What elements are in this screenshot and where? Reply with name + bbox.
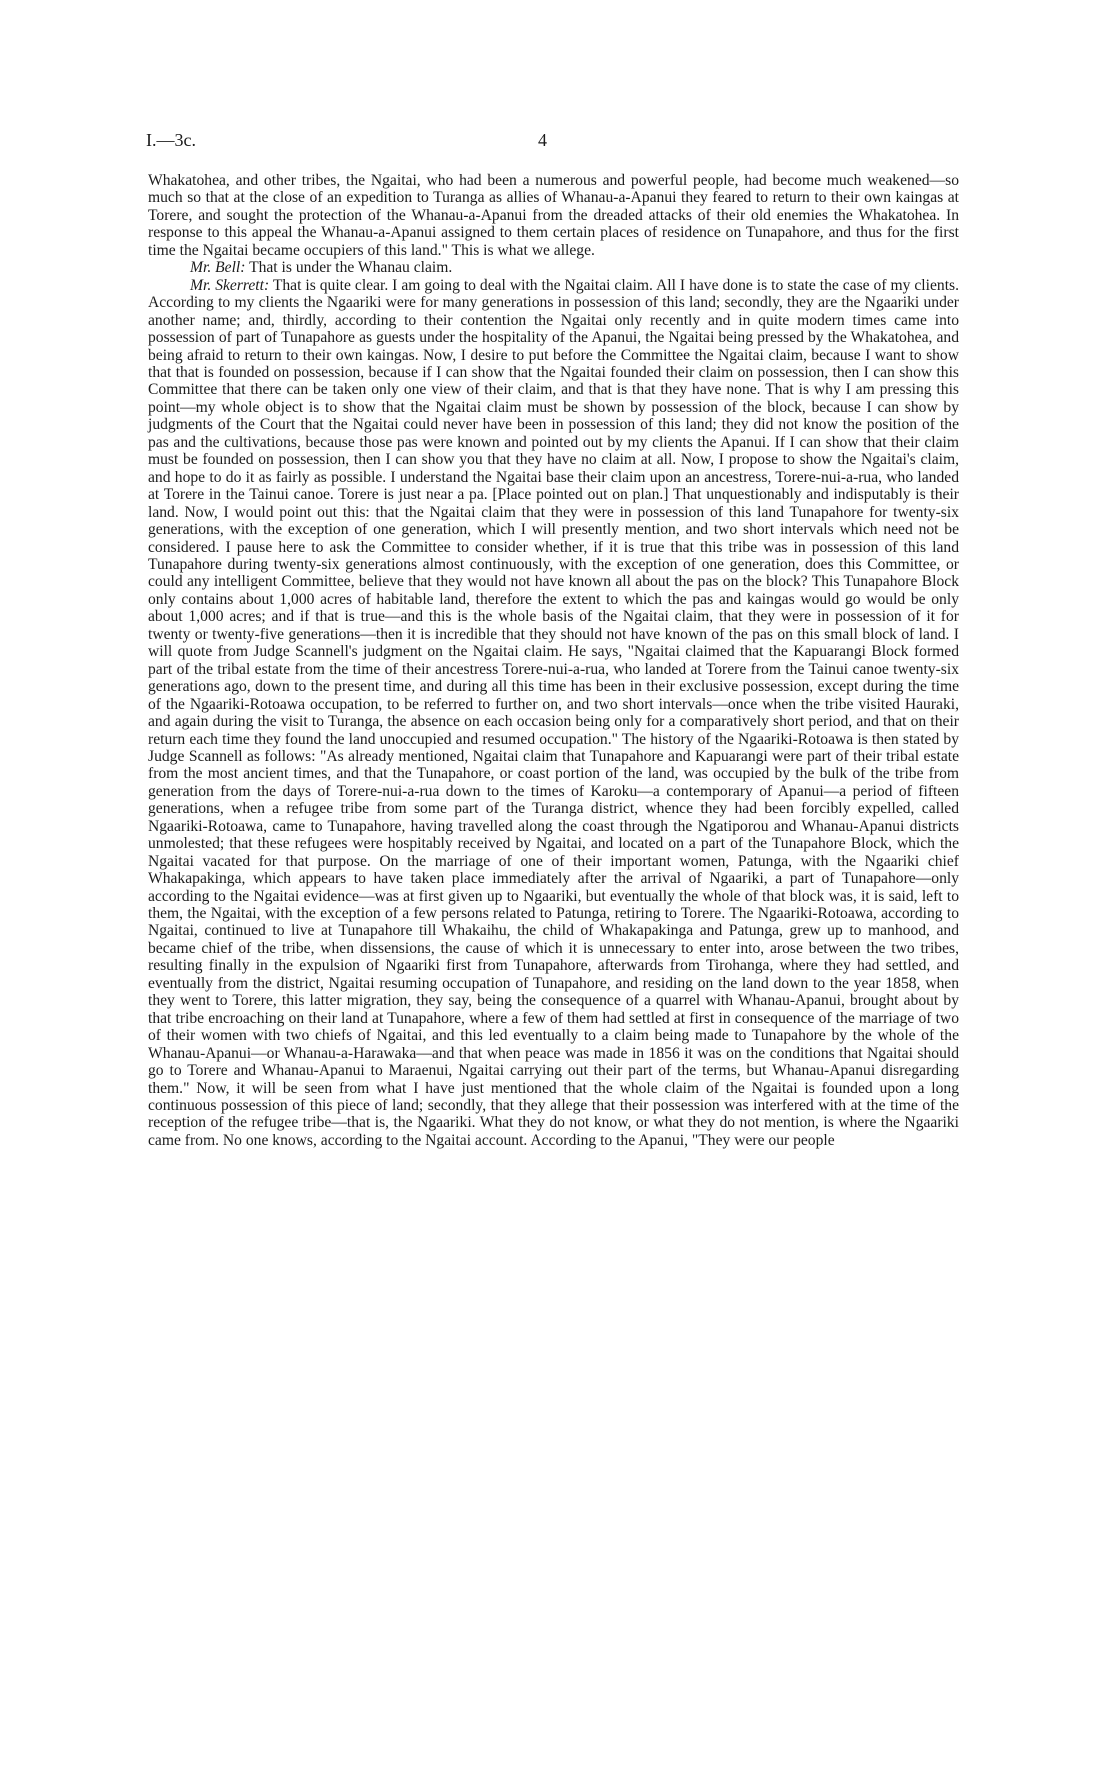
- paragraph-text: That is under the Whanau claim.: [249, 259, 453, 277]
- page-header: [146, 130, 961, 154]
- paragraph-text: That is quite clear. I am going to deal with the Ngaitai claim. All I have done is to state the case of my clients. According to my clients the Ngaariki were for many generations in possession of this land; secondly, they are the Ngaariki under another name; and, thirdly, according to their contention the Ngaitai only recently and in quite modern times came into possession of part of Tunapahore as guests under the hospitality of the Apanui, the Ngaitai being pressed by the Whakatohea, and being afraid to return to their own kaingas. Now, I desire to put before the Committee the Ngaitai claim, because I want to show that that is founded on possession, because if I can show that the Ngaitai founded their claim on possession, then I can show this Committee that there can be taken only one view of their claim, and that is that they have none. That is why I am pressing this point—my whole object is to show that the Ngaitai claim must be shown by possession of the block, because I can show by judgments of the Court that the Ngaitai could never have been in possession of this land; they did not know the position of the pas and the cultivations, because those pas were known and pointed out by my clients the Apanui. If I can show that their claim must be founded on possession, then I can show you that they have no claim at all. Now, I propose to show the Ngaitai's claim, and hope to do it as fairly as possible. I understand the Ngaitai base their claim upon an ancestress, Torere-nui-a-rua, who landed at Torere in the Tainui canoe. Torere is just near a pa. [Place pointed out on plan.] That unquestionably and indisputably is their land. Now, I would point out this: that the Ngaitai claim that they were in possession of this land Tunapahore for twenty-six generations, with the exception of one generation, which I will presently mention, and two short intervals which need not be considered. I pause here to ask the Committee to consider whether, if it is true that this tribe was in possession of this land Tunapahore during twenty-six generations almost continuously, with the exception of one generation, does this Committee, or could any intelligent Committee, believe that they would not have known all about the pas on the block? This Tunapahore Block only contains about 1,000 acres of habitable land, therefore the extent to which the pas and kaingas would go would be only about 1,000 acres; and if that is true—and this is the whole basis of the Ngaitai claim, that they were in possession of it for twenty or twenty-five generations—then it is incredible that they should not have known of the pas on this small block of land. I will quote from Judge Scannell's judgment on the Ngaitai claim. He says, "Ngaitai claimed that the Kapuarangi Block formed part of the tribal estate from the time of their ancestress Torere-nui-a-rua, who landed at Torere from the Tainui canoe twenty-six generations ago, down to the present time, and during all this time has been in their exclusive possession, except during the time of the Ngaariki-Rotoawa occupation, to be referred to further on, and two short intervals—once when the tribe visited Hauraki, and again during the visit to Turanga, the absence on each occasion being only for a comparatively short period, and that on their return each time they found the land unoccupied and resumed occupation." The history of the Ngaariki-Rotoawa is then stated by Judge Scannell as follows: "As already mentioned, Ngaitai claim that Tunapahore and Kapuarangi were part of their tribal estate from the most ancient times, and that the Tunapahore, or coast portion of the land, was occupied by the bulk of the tribe from generation from the days of Torere-nui-a-rua down to the times of Karoku—a contemporary of Apanui—a period of fifteen generations, when a refugee tribe from some part of the Turanga district, whence they had been forcibly expelled, called Ngaariki-Rotoawa, came to Tunapahore, having travelled along the coast through the Ngatiporou and Whanau-Apanui districts unmolested; that these refugees were hospitably received by Ngaitai, and located on a part of the Tunapahore Block, which the Ngaitai vacated for that purpose. On the marriage of one of their important women, Patunga, with the Ngaariki chief Whakapakinga, which appears to have taken place immediately after the arrival of Ngaariki, a part of Tunapahore—only according to the Ngaitai evidence—was at first given up to Ngaariki, but eventually the whole of that block was, it is said, left to them, the Ngaitai, with the exception of a few persons related to Patunga, retiring to Torere. The Ngaariki-Rotoawa, according to Ngaitai, continued to live at Tunapahore till Whakaihu, the child of Whakapakinga and Patunga, grew up to manhood, and became chief of the tribe, when dissensions, the cause of which it is unnecessary to enter into, arose between the two tribes, resulting finally in the expulsion of Ngaariki first from Tunapahore, afterwards from Tirohanga, where they had settled, and eventually from the district, Ngaitai resuming occupation of Tunapahore, and residing on the land down to the year 1858, when they went to Torere, this latter migration, they say, being the consequence of a quarrel with Whanau-Apanui, brought about by that tribe encroaching on their land at Tunapahore, where a few of them had settled at first in consequence of the marriage of two of their women with two chiefs of Ngaitai, and this led eventually to a claim being made to Tunapahore by the whole of the Whanau-Apanui—or Whanau-a-Harawaka—and that when peace was made in 1856 it was on the conditions that Ngaitai should go to Torere and Whanau-Apanui to Maraenui, Ngaitai carrying out their part of the terms, but Whanau-Apanui disregarding them." Now, it will be seen from what I have just mentioned that the whole claim of the Ngaitai is founded upon a long continuous possession of this piece of land; secondly, that they allege that their possession was interfered with at the time of the reception of the refugee tribe—that is, the Ngaariki. What they do not know, or what they do not mention, is where the Ngaariki came from. No one knows, according to the Ngaitai account. According to the Apanui, "They were our people: [148, 276, 959, 1149]
- paper-reference: I.—3c.: [146, 130, 196, 150]
- paragraph: [148, 277, 959, 1150]
- page-body: [148, 172, 959, 1149]
- speaker-name: Mr. Bell:: [190, 259, 246, 277]
- paragraph: [148, 172, 959, 259]
- speaker-name: Mr. Skerrett:: [190, 276, 270, 294]
- paragraph: [148, 259, 959, 276]
- page-number: 4: [538, 130, 547, 150]
- paragraph-text: Whakatohea, and other tribes, the Ngaitai, who had been a numerous and powerful people, had become much weakened—so much so that at the close of an expedition to Turanga as allies of Whanau-a-Apanui they feared to return to their own kaingas at Torere, and sought the protection of the Whanau-a-Apanui from the dreaded attacks of their old enemies the Whakatohea. In response to this appeal the Whanau-a-Apanui assigned to them certain places of residence on Tunapahore, and thus for the first time the Ngaitai became occupiers of this land." This is what we allege.: [148, 172, 959, 259]
